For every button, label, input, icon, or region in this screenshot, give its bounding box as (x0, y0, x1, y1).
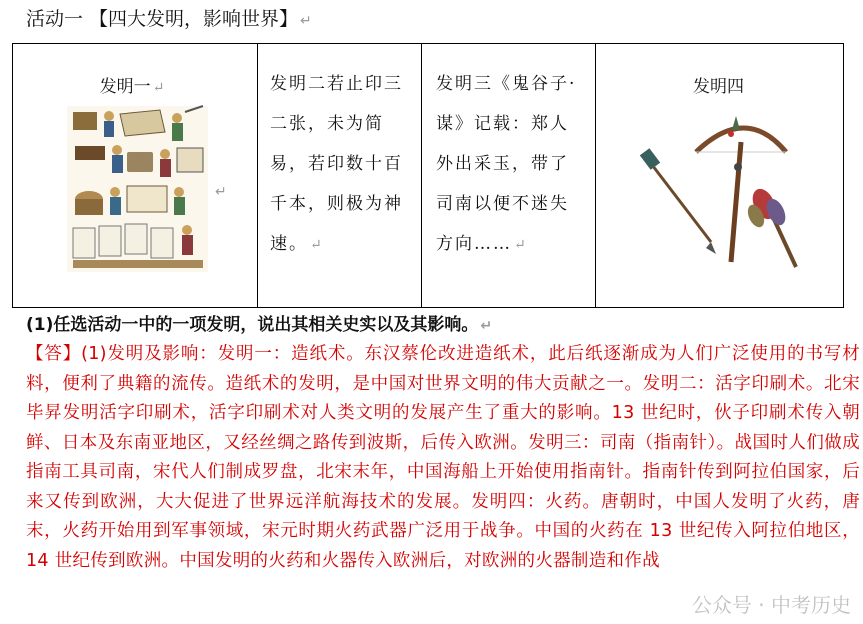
answer-paragraph: 【答】(1)发明及影响：发明一：造纸术。东汉蔡伦改进造纸术，此后纸逐渐成为人们广泛使用的书写材料，便利了典籍的流传。造纸术的发明，是中国对世界文明的伟大贡献之一。发明二：活字印刷术。北宋毕昇发明活字印刷术，活字印刷术对人类文明的发展产生了重大的影响。13 世纪时，伙子印刷术传入朝鲜、日本及东南亚地区，又经丝绸之路传到波斯，后传入欧洲。发明三：司南（指南针）。战国时人们做成指南工具司南，宋代人们制成罗盘，北宋末年，中国海船上开始使用指南针。指南针传到阿拉伯国家，后来又传到欧洲，大大促进了世界远洋航海技术的发展。发明四：火药。唐朝时，中国人发明了火药，唐末，火药开始用到军事领域，宋元时期火药武器广泛用于战争。中国的火药在 13 世纪传入阿拉伯地区，14 世纪传到欧洲。中国发明的火药和火器传入欧洲后，对欧洲的火器制造和作战 (26, 344, 860, 571)
invention-3-text: 发明三《鬼谷子·谋》记载：郑人外出采玉，带了司南以便不迷失方向…… (436, 74, 577, 254)
inventions-table (12, 43, 844, 308)
invention-cell-1: 发明一 ↵ ↵ (13, 44, 258, 308)
question-text: (1)任选活动一中的一项发明，说出其相关史实以及其影响。 (26, 315, 479, 335)
invention-cell-3: 发明三《鬼谷子·谋》记载：郑人外出采玉，带了司南以便不迷失方向…… ↵ (422, 44, 596, 308)
activity-heading (26, 6, 312, 34)
invention-2-text: 发明二若止印三二张，未为简易，若印数十百千本，则极为神速。 (270, 74, 403, 254)
paragraph-mark: ↵ (300, 13, 312, 29)
question-1: (1)任选活动一中的一项发明，说出其相关史实以及其影响。 ↵ (26, 315, 493, 335)
invention-4-label: 发明四 (693, 77, 744, 97)
fire-arrow-crossbow-illustration (636, 112, 806, 272)
papermaking-illustration (65, 104, 210, 274)
activity-heading-text: 活动一 【四大发明，影响世界】 (26, 8, 299, 30)
invention-cell-2: 发明二若止印三二张，未为简易，若印数十百千本，则极为神速。 ↵ (258, 44, 422, 308)
invention-1-label: 发明一 (99, 77, 151, 97)
watermark: 公众号 · 中考历史 (691, 593, 851, 617)
invention-cell-4 (596, 44, 844, 308)
